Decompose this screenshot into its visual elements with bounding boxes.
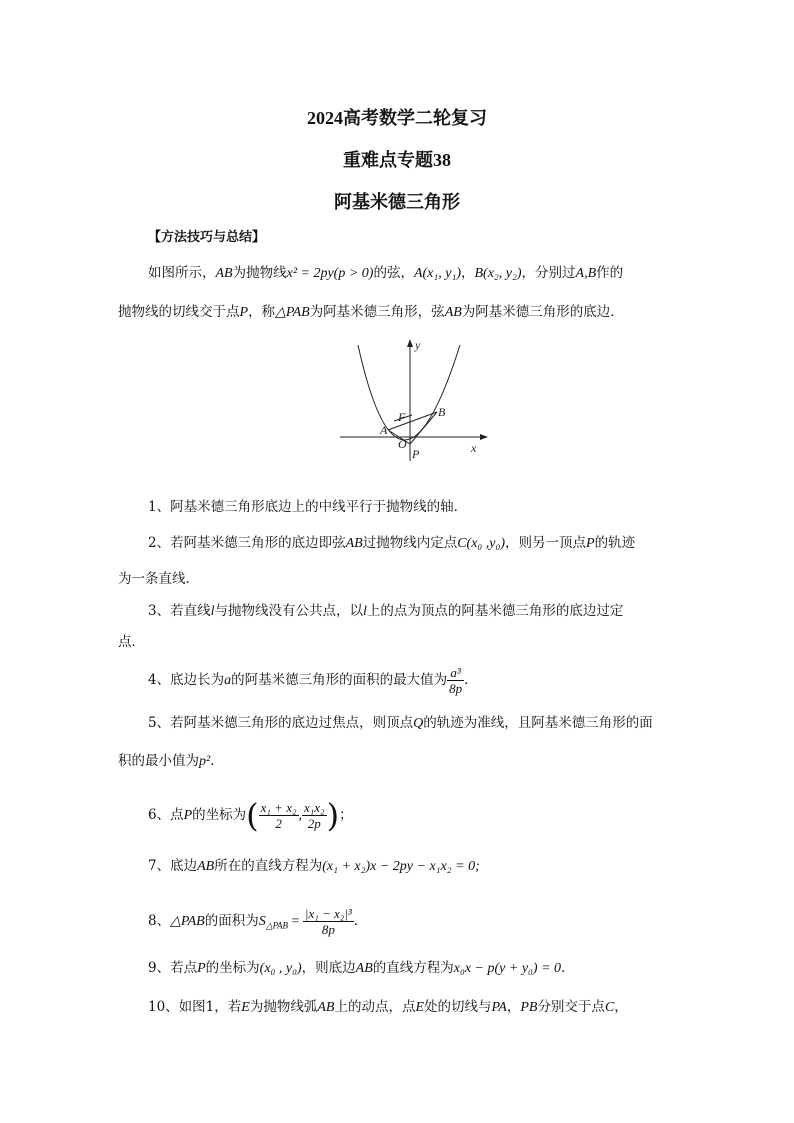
denominator: 2p (307, 816, 321, 831)
numerator: a³ (447, 665, 464, 681)
text: 的坐标为 (205, 960, 260, 976)
math: l (210, 604, 215, 619)
text: 的面积为 (204, 913, 259, 929)
math: AB (215, 266, 233, 281)
fraction (259, 800, 299, 831)
text: 8、 (148, 913, 171, 929)
point-f-label: F (398, 410, 406, 424)
text: 与抛物线没有公共点，以 (214, 603, 363, 619)
item-10 (148, 997, 628, 1018)
math: AB (444, 305, 462, 320)
item-2 (148, 533, 635, 554)
text: 过抛物线内定点 (362, 535, 458, 551)
doc-subtitle: 重难点专题38 (343, 150, 451, 170)
math: AB (197, 859, 215, 874)
text: 为阿基米德三角形的底边． (461, 304, 624, 320)
text: ， (506, 999, 521, 1015)
math: P (183, 808, 193, 823)
item-9 (148, 958, 575, 979)
math: a (224, 673, 232, 688)
math: P (197, 961, 206, 976)
text: 为抛物线 (232, 265, 287, 281)
math: Q (413, 716, 424, 731)
text: 的直线方程为 (372, 960, 454, 976)
intro-line-2 (118, 302, 624, 323)
doc-topic: 阿基米德三角形 (334, 192, 460, 212)
comma: , (298, 808, 302, 823)
text: 处的切线与 (424, 999, 492, 1015)
math: C (604, 1000, 615, 1015)
text: 分别交于点 (537, 999, 605, 1015)
text: 的弦， (373, 265, 414, 281)
text: 为阿基米德三角形，弦 (309, 304, 445, 320)
text: 5、若阿基米德三角形的底边过焦点，则顶点 (148, 715, 414, 731)
math: S (258, 914, 266, 929)
text: ，称 (248, 304, 276, 320)
text: 所在的直线方程为 (214, 858, 323, 874)
y-label: y (415, 338, 421, 352)
item-5-cont (118, 751, 224, 772)
x-label: x (471, 441, 477, 455)
text: 2、若阿基米德三角形的底边即弦 (148, 535, 346, 551)
text: 的坐标为 (192, 807, 247, 823)
paren: ) (326, 796, 340, 835)
doc-title: 2024高考数学二轮复习 (307, 108, 487, 128)
text: 的阿基米德三角形的面积的最大值为 (231, 672, 448, 688)
text: 积的最小值为 (118, 753, 199, 769)
text: 9、若点 (148, 960, 198, 976)
text: 的轨迹 (594, 535, 636, 551)
text: ，则另一顶点 (505, 535, 587, 551)
y-arrow (407, 339, 413, 347)
section-heading: 【方法技巧与总结】 (148, 230, 266, 245)
text: ． (464, 672, 478, 688)
math: x₀x − p(y + y₀) = 0 (453, 961, 562, 976)
parabola-curve (358, 345, 460, 440)
text: 10、如图1，若 (148, 999, 242, 1015)
denominator: 8p (321, 922, 335, 937)
item-8 (148, 906, 367, 937)
item-3-cont: 点． (118, 634, 145, 650)
paren: ( (246, 796, 259, 835)
text: 上的动点，点 (334, 999, 416, 1015)
subscript: △PAB (265, 920, 288, 931)
math: = (287, 914, 303, 929)
text: 3、若直线 (148, 603, 211, 619)
text: 为抛物线弧 (249, 999, 318, 1015)
math: C (457, 536, 467, 551)
math: P (239, 305, 249, 320)
item-6 (148, 796, 353, 835)
text: 4、底边长为 (148, 672, 225, 688)
math: A(x₁, y₁) (413, 266, 461, 281)
denominator: 2 (275, 816, 282, 831)
math: P (586, 536, 595, 551)
text: 如图所示， (148, 265, 216, 281)
point-a-label: A (380, 423, 388, 437)
math: l (362, 604, 367, 619)
text: 作的 (596, 265, 624, 281)
x-arrow (480, 434, 488, 440)
text: ． (353, 913, 368, 929)
text: 的轨迹为准线，且阿基米德三角形的面 (423, 715, 653, 731)
math: △PAB (275, 305, 310, 320)
text: 上的点为顶点的阿基米德三角形的底边过定 (366, 603, 624, 619)
numerator: |x₁ − x₂|³ (304, 906, 352, 921)
text: 6、点 (148, 807, 184, 823)
denominator: 8p (449, 681, 463, 696)
text: ； (339, 807, 353, 823)
math: AB (345, 536, 363, 551)
text: 抛物线的切线交于点 (118, 304, 240, 320)
point-p-label: P (412, 447, 420, 461)
math: A,B (575, 266, 597, 281)
item-4 (148, 665, 478, 696)
numerator: x₁ + x₂ (260, 800, 297, 815)
item-3 (148, 601, 623, 622)
math: PB (520, 1000, 538, 1015)
math: E (241, 1000, 250, 1015)
text: ， (461, 265, 475, 281)
item-2-cont: 为一条直线． (118, 571, 199, 587)
fraction (302, 800, 327, 831)
math: E (415, 1000, 425, 1015)
item-5 (148, 713, 653, 734)
text: ． (210, 753, 224, 769)
math: B(x₂, y₂) (474, 266, 522, 281)
text: ，则底边 (301, 960, 356, 976)
math: (x₁ + x₂)x − 2py − x₁x₂ = 0; (322, 859, 480, 874)
item-7 (148, 856, 480, 877)
math: AB (355, 961, 373, 976)
item-1: 1、阿基米德三角形底边上的中线平行于抛物线的轴． (148, 499, 468, 515)
text: ， (614, 999, 628, 1015)
math: PA (491, 1000, 507, 1015)
numerator: x₁x₂ (304, 800, 325, 815)
math: AB (317, 1000, 335, 1015)
intro-line-1 (148, 263, 623, 284)
math: p² (199, 754, 211, 769)
point-b-label: B (438, 405, 446, 419)
math: (x₀ , y₀) (259, 961, 302, 976)
origin-label: O (398, 437, 407, 451)
parabola-figure (330, 335, 495, 465)
text: 7、底边 (148, 858, 198, 874)
math: (x₀ ,y₀) (466, 536, 506, 551)
fraction (447, 665, 464, 696)
math: x² = 2py(p > 0) (286, 266, 374, 281)
text: ，分别过 (521, 265, 576, 281)
text: ． (561, 960, 575, 976)
math: △PAB (170, 914, 205, 929)
fraction (303, 906, 354, 937)
